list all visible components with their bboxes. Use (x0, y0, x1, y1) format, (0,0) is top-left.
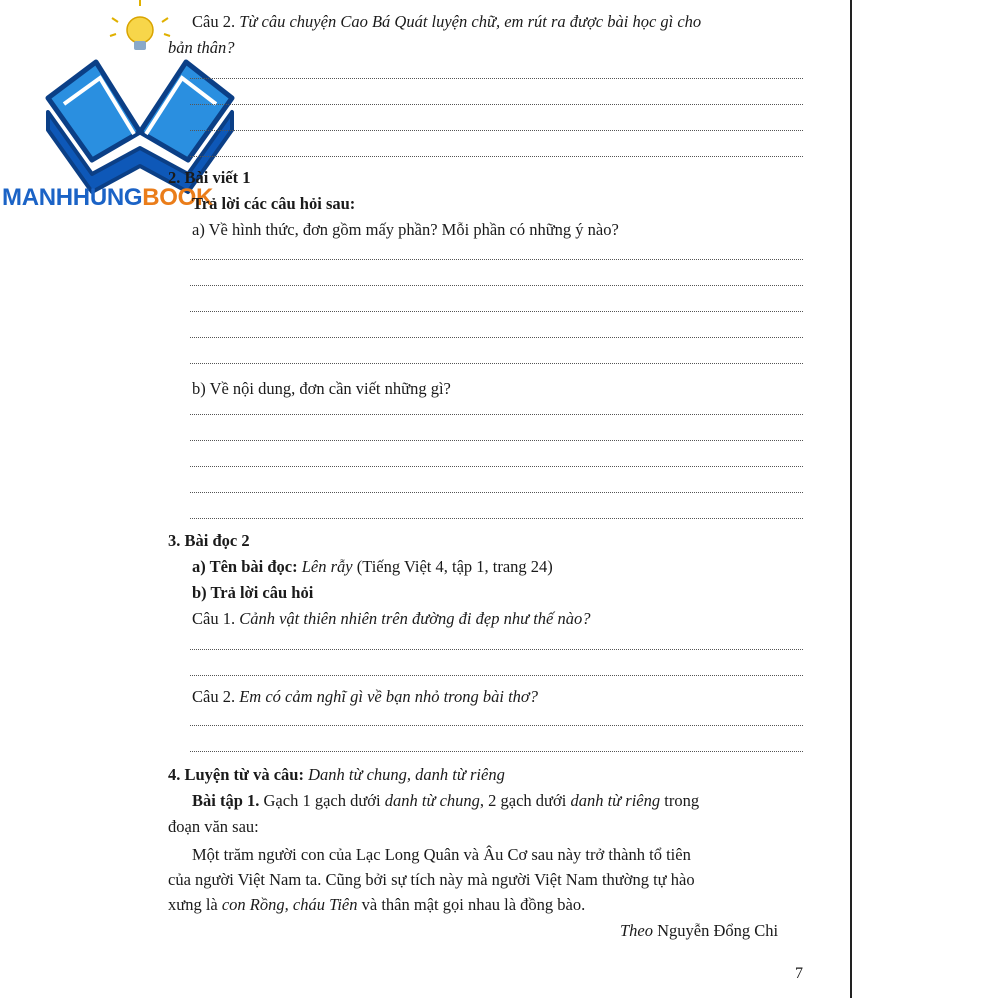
answer-line (190, 104, 803, 105)
answer-questions-label: b) Trả lời câu hỏi (192, 583, 314, 602)
question-2-line1: Câu 2. Từ câu chuyện Cao Bá Quát luyện chữ, em rút ra được bài học gì cho (192, 12, 702, 31)
answer-line (190, 285, 803, 286)
answer-line (190, 337, 803, 338)
answer-line (190, 259, 803, 260)
page-number: 7 (795, 965, 803, 982)
answer-line (190, 130, 803, 131)
answer-line (190, 751, 803, 752)
passage-line3: xưng là con Rồng, cháu Tiên và thân mật gọi nhau là đồng bào. (168, 895, 586, 914)
answer-line (190, 78, 803, 79)
passage-credit: Theo Nguyễn Đổng Chi (620, 921, 779, 940)
answer-line (190, 649, 803, 650)
answer-line (190, 675, 803, 676)
section-3-heading: 3. Bài đọc 2 (168, 531, 250, 550)
reading-title-line: a) Tên bài đọc: Lên rẫy (Tiếng Việt 4, tập 1, trang 24) (192, 557, 553, 576)
section-2-instruction: Trả lời các câu hỏi sau: (192, 194, 356, 213)
reading-question-2: Câu 2. Em có cảm nghĩ gì về bạn nhỏ trong bài thơ? (192, 687, 538, 706)
lightbulb-icon (110, 0, 170, 50)
answer-line (190, 518, 803, 519)
question-b: b) Về nội dung, đơn cần viết những gì? (192, 379, 451, 398)
answer-line (190, 725, 803, 726)
question-2-line2: bản thân? (168, 38, 235, 57)
brand-name: MANHHUNGBOOK (2, 184, 214, 211)
reading-question-1: Câu 1. Cảnh vật thiên nhiên trên đường đi đẹp như thế nào? (192, 609, 591, 628)
exercise-1-line1: Bài tập 1. Gạch 1 gạch dưới danh từ chung, 2 gạch dưới danh từ riêng trong (192, 791, 700, 810)
question-a: a) Về hình thức, đơn gồm mấy phần? Mỗi phần có những ý nào? (192, 220, 619, 239)
section-4-heading: 4. Luyện từ và câu: Danh từ chung, danh từ riêng (168, 765, 505, 784)
answer-line (190, 363, 803, 364)
section-2-heading: 2. Bài viết 1 (168, 168, 251, 187)
answer-line (190, 311, 803, 312)
answer-line (190, 492, 803, 493)
passage-line1: Một trăm người con của Lạc Long Quân và Âu Cơ sau này trở thành tổ tiên (192, 845, 691, 864)
answer-line (190, 466, 803, 467)
answer-line (190, 156, 803, 157)
answer-line (190, 440, 803, 441)
exercise-1-line2: đoạn văn sau: (168, 817, 259, 836)
answer-line (190, 414, 803, 415)
page-border (850, 0, 852, 998)
passage-line2: của người Việt Nam ta. Cũng bởi sự tích này mà người Việt Nam thường tự hào (168, 870, 695, 889)
